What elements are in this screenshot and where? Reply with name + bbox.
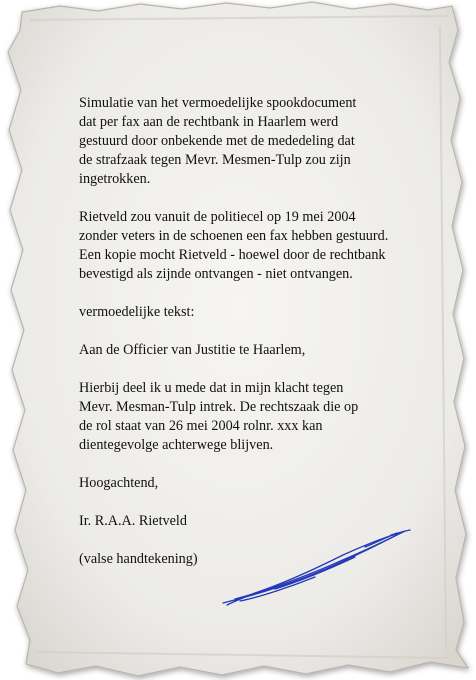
salutation-line: Aan de Officier van Justitie te Haarlem,	[79, 342, 306, 358]
closing-line: Hoogachtend,	[79, 475, 159, 491]
body-line: de rol staat van 26 mei 2004 rolnr. xxx kan	[79, 418, 323, 434]
intro-line: ingetrokken.	[79, 171, 151, 187]
signature-icon	[215, 525, 415, 610]
sender-line: Ir. R.A.A. Rietveld	[79, 513, 187, 529]
body-line: dientegevolge achterwege blijven.	[79, 437, 274, 453]
letter-body	[79, 379, 459, 455]
document-text	[79, 94, 459, 588]
intro-line: de strafzaak tegen Mevr. Mesmen-Tulp zou zijn	[79, 152, 351, 168]
context-line: bevestigd als zijnde ontvangen - niet ontvangen.	[79, 266, 353, 282]
context-line: Rietveld zou vanuit de politiecel op 19 mei 2004	[79, 209, 356, 225]
salutation	[79, 341, 459, 360]
intro-paragraph	[79, 94, 459, 189]
body-line: Mevr. Mesman-Tulp intrek. De rechtszaak die op	[79, 399, 359, 415]
context-line: Een kopie mocht Rietveld - hoewel door de rechtbank	[79, 247, 386, 263]
context-line: zonder veters in de schoenen een fax hebben gestuurd.	[79, 228, 389, 244]
body-line: Hierbij deel ik u mede dat in mijn klacht tegen	[79, 380, 344, 396]
closing	[79, 474, 459, 493]
intro-line: gestuurd door onbekende met de mededeling dat	[79, 133, 355, 149]
context-paragraph	[79, 208, 459, 284]
supposed-text-label	[79, 303, 459, 322]
intro-line: dat per fax aan de rechtbank in Haarlem werd	[79, 114, 339, 130]
intro-line: Simulatie van het vermoedelijke spookdocument	[79, 95, 357, 111]
label-line: vermoedelijke tekst:	[79, 304, 195, 320]
signature-note-line: (valse handtekening)	[79, 551, 198, 567]
